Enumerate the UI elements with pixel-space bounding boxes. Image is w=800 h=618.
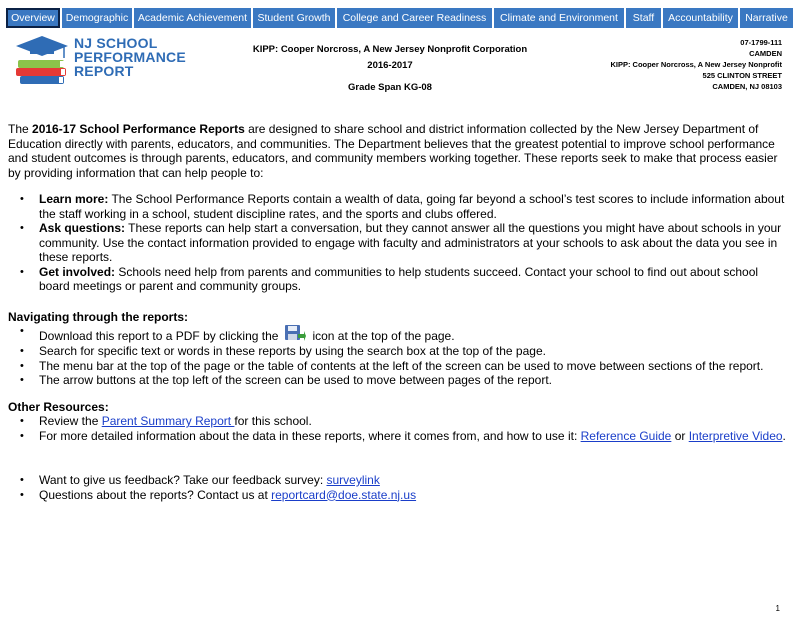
feedback-list <box>8 473 788 502</box>
parent-summary-report-link[interactable]: Parent Summary Report <box>101 414 235 428</box>
list-item: • Want to give us feedback? Take our feedback survey: surveylink <box>8 473 788 488</box>
goals-list <box>8 192 788 294</box>
reference-guide-link[interactable]: Reference Guide <box>580 428 672 443</box>
school-name: KIPP: Cooper Norcross, A New Jersey Nonprofit Corporation <box>252 44 528 55</box>
list-item: • Review the Parent Summary Report for this school. <box>8 414 788 429</box>
school-code: 07-1799-111 <box>740 38 782 47</box>
tab-overview[interactable]: Overview <box>6 8 60 28</box>
list-item: • Questions about the reports? Contact us at reportcard@doe.state.nj.us <box>8 488 788 503</box>
list-item: • The menu bar at the top of the page or the table of contents at the left of the screen can be used to move between sections of the report. <box>8 359 788 374</box>
tab-demographic[interactable]: Demographic <box>62 8 132 28</box>
list-item: • Learn more: The School Performance Reports contain a wealth of data, going far beyond a school’s test scores to include information about the staff working in a school, student discipline rates, and the sports and clubs offered. <box>8 192 788 221</box>
list-item: • Ask questions: These reports can help start a conversation, but they cannot answer all the questions you might have about schools in your community. Use the contact information provided to engage with faculty and administrators at your schools to ask about the data you see in these reports. <box>8 221 788 265</box>
grade-span: Grade Span KG-08 <box>348 82 432 93</box>
city-state-zip: CAMDEN, NJ 08103 <box>712 82 782 91</box>
tab-academic-achievement[interactable]: Academic Achievement <box>134 8 251 28</box>
other-resources-list <box>8 414 788 443</box>
report-year: 2016-2017 <box>367 60 413 71</box>
tab-staff[interactable]: Staff <box>626 8 661 28</box>
interpretive-video-link[interactable]: Interpretive Video <box>688 428 783 443</box>
survey-link[interactable]: surveylink <box>326 473 380 487</box>
contact-email-link[interactable]: reportcard@doe.state.nj.us <box>271 487 417 502</box>
list-item: • Search for specific text or words in these reports by using the search box at the top of the page. <box>8 344 788 359</box>
tab-accountability[interactable]: Accountability <box>663 8 738 28</box>
tab-climate-environment[interactable]: Climate and Environment <box>494 8 624 28</box>
nj-school-performance-report-logo <box>12 34 187 86</box>
list-item: • For more detailed information about the data in these reports, where it comes from, and how to use it: Reference Guide or Interpretive Video. <box>8 429 788 444</box>
list-item: • The arrow buttons at the top left of the screen can be used to move between pages of the report. <box>8 373 788 388</box>
street-address: 525 CLINTON STREET <box>702 71 782 80</box>
district-name: CAMDEN <box>749 49 782 58</box>
navigating-heading: Navigating through the reports: <box>8 309 188 324</box>
school-name-short: KIPP: Cooper Norcross, A New Jersey Nonprofit <box>610 60 782 69</box>
list-item: • Download this report to a PDF by clicking the icon at the top of the page. <box>8 324 788 344</box>
other-resources-heading: Other Resources: <box>8 399 109 414</box>
save-pdf-icon[interactable] <box>284 324 306 344</box>
page-number: 1 <box>775 604 780 613</box>
tab-college-career-readiness[interactable]: College and Career Readiness <box>337 8 492 28</box>
tab-student-growth[interactable]: Student Growth <box>253 8 335 28</box>
tab-narrative[interactable]: Narrative <box>740 8 793 28</box>
navigating-list <box>8 324 788 388</box>
list-item: • Get involved: Schools need help from parents and communities to help students succeed. Contact your school to find out about school board meetings or parent and community groups. <box>8 265 788 294</box>
overview-content <box>8 122 788 502</box>
schoolhouse-books-icon <box>12 34 72 86</box>
logo-text: NJ SCHOOL PERFORMANCE REPORT <box>74 35 186 79</box>
intro-paragraph: The 2016-17 School Performance Reports are designed to share school and district information collected by the New Jersey Department of Education directly with parents, educators, and communities. The Department believes that the greatest potential to improve school performance and student outcomes is through parents, educators, and community members working together. These reports seek to make that process easier by providing information that can help people to: <box>8 122 778 180</box>
school-address-block <box>610 37 782 92</box>
